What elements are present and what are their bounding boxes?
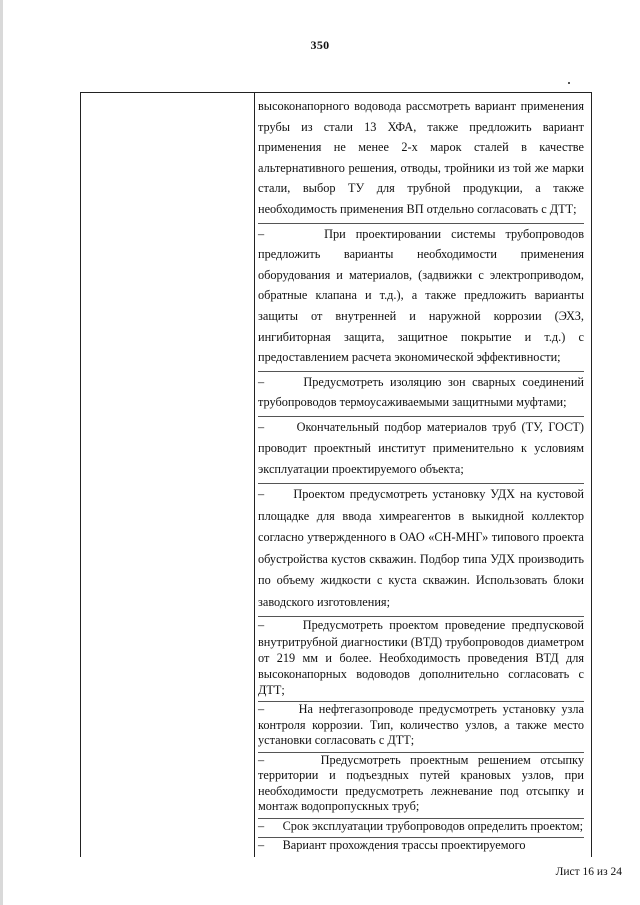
requirement-paragraph: высоконапорного водовода рассмотреть вариант применения трубы из стали 13 ХФА, также предложить вариант применения не менее 2-х марок сталей в качестве альтернативного решения, отводы, тройники из той же марки стали, выбор ТУ для трубной продукции, а также необходимость применения ВП отдельно согласовать с ДТТ; — [258, 96, 584, 224]
scan-edge-shadow — [0, 0, 3, 905]
requirement-paragraph: – Проектом предусмотреть установку УДХ на кустовой площадке для ввода химреагентов в выкидной коллектор согласно утвержденного в ОАО «СН-МНГ» типового проекта обустройства кустов скважин. Подбор типа УДХ производить по объему жидкости с куста скважин. Использовать блоки заводского изготовления; — [258, 484, 584, 618]
requirement-paragraph: – Предусмотреть проектным решением отсыпку территории и подъездных путей крановых узлов, при необходимости предусмотреть лежневание под отсыпку и монтаж водопропускных труб; — [258, 753, 584, 819]
requirement-paragraph: – Вариант прохождения трассы проектируемого — [258, 838, 526, 853]
requirements-table — [80, 92, 592, 857]
requirement-paragraph: – При проектировании системы трубопроводов предложить варианты необходимости применения оборудования и материалов, (задвижки с электроприводом, обратные клапана и т.д.), а также предложить варианты защиты от внутренней и наружной коррозии (ЭХЗ, ингибиторная защита, защитное покрытие и т.д.) с предоставлением расчета экономической эффективности; — [258, 224, 584, 372]
scan-speck — [568, 82, 570, 84]
requirement-paragraph: – Срок эксплуатации трубопроводов определить проектом; — [258, 819, 584, 839]
requirements-cell — [258, 96, 584, 854]
page-number: 350 — [310, 38, 330, 52]
column-divider — [254, 93, 255, 857]
sheet-footer: Лист 16 из 24 — [555, 866, 622, 878]
requirement-paragraph: – Предусмотреть изоляцию зон сварных соединений трубопроводов термоусаживаемыми защитными муфтами; — [258, 372, 584, 417]
requirement-paragraph: – Предусмотреть проектом проведение предпусковой внутритрубной диагностики (ВТД) трубопроводов диаметром от 219 мм и более. Необходимость проведения ВТД для высоконапорных водоводов дополнительно согласовать с ДТТ; — [258, 617, 584, 702]
requirement-paragraph: – На нефтегазопроводе предусмотреть установку узла контроля коррозии. Тип, количество узлов, а также место установки согласовать с ДТТ; — [258, 702, 584, 753]
requirement-paragraph: – Окончательный подбор материалов труб (ТУ, ГОСТ) проводит проектный институт применительно к условиям эксплуатации проектируемого объекта; — [258, 417, 584, 484]
